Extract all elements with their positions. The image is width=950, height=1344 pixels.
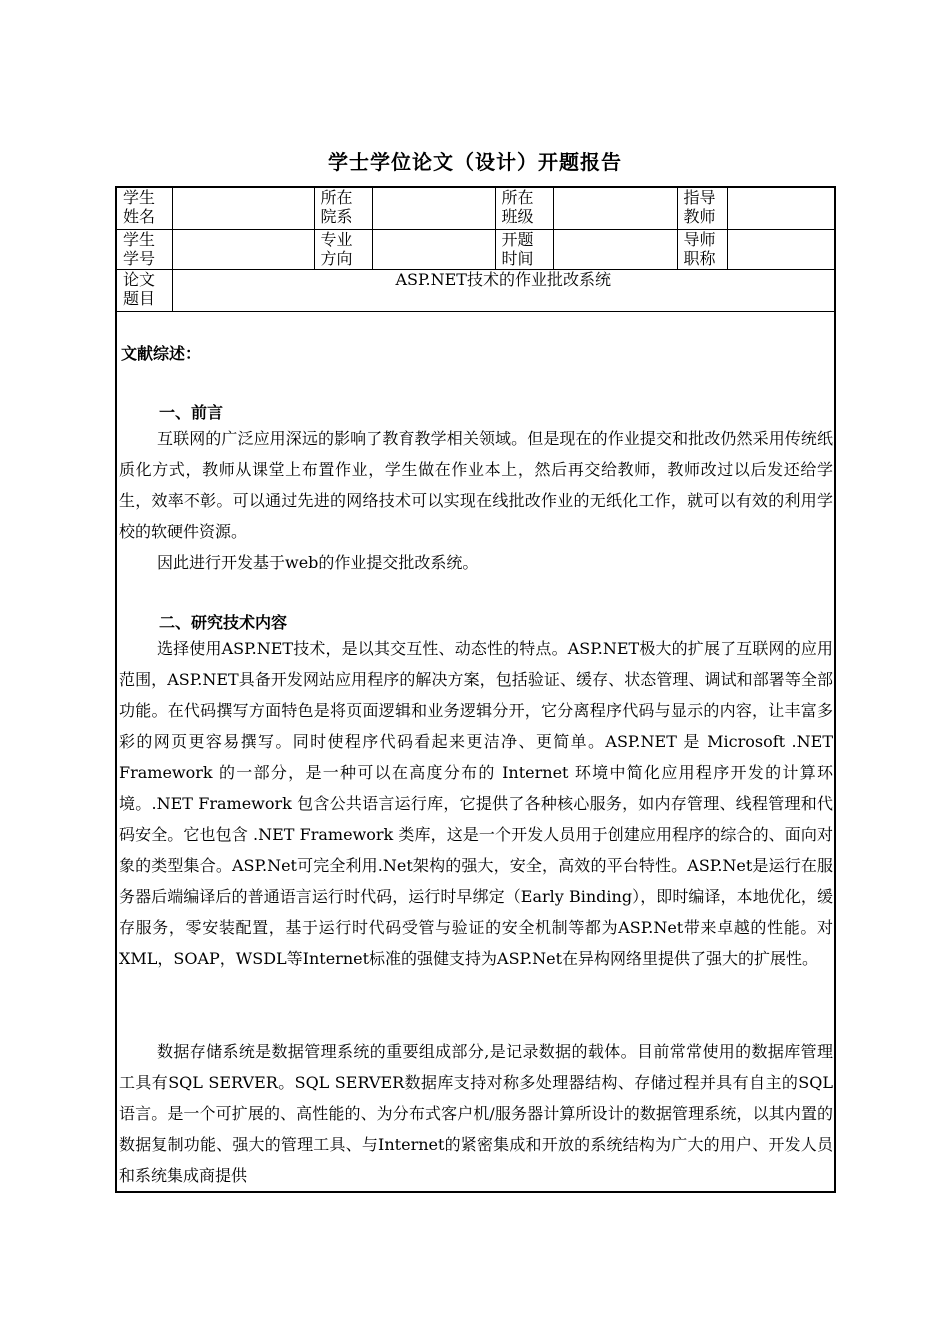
- value-class[interactable]: [553, 188, 677, 229]
- value-student-name[interactable]: [172, 188, 314, 229]
- label-major: 专业方向: [314, 229, 372, 269]
- review-heading: 文献综述：: [121, 344, 202, 363]
- label-department: 所在院系: [314, 188, 372, 229]
- section2-paragraph-2: 数据存储系统是数据管理系统的重要组成部分,是记录数据的载体。目前常常使用的数据库管理工具有SQL SERVER。SQL SERVER数据库支持对称多处理器结构、存储过程并具有自主的SQL语言。是一个可扩展的、高性能的、为分布式客户机/服务器计算所设计的数据管理系统，以其内置的数据复制功能、强大的管理工具、与Internet的紧密集成和开放的系统结构为广大的用户、开发人员和系统集成商提供: [119, 1042, 833, 1185]
- label-class: 所在班级: [495, 188, 553, 229]
- label-proposal-time: 开题时间: [495, 229, 553, 269]
- label-advisor: 指导教师: [677, 188, 727, 229]
- page-title: 学士学位论文（设计）开题报告: [328, 150, 622, 174]
- info-table: [117, 188, 834, 312]
- label-advisor-title: 导师职称: [677, 229, 727, 269]
- label-student-id: 学生学号: [117, 229, 172, 269]
- section2-paragraph-1: 选择使用ASP.NET技术，是以其交互性、动态性的特点。ASP.NET极大的扩展了互联网的应用范围，ASP.NET具备开发网站应用程序的解决方案，包括验证、缓存、状态管理、调试和部署等全部功能。在代码撰写方面特色是将页面逻辑和业务逻辑分开，它分离程序代码与显示的内容，让丰富多彩的网页更容易撰写。同时使程序代码看起来更洁净、更简单。ASP.NET 是 Microsoft .NET Framework 的一部分，是一种可以在高度分布的 Internet 环境中简化应用程序开发的计算环境。.NET Framework 包含公共语言运行库，它提供了各种核心服务，如内存管理、线程管理和代码安全。它也包含 .NET Framework 类库，这是一个开发人员用于创建应用程序的综合的、面向对象的类型集合。ASP.Net可完全利用.Net架构的强大，安全，高效的平台特性。ASP.Net是运行在服务器后端编译后的普通语言运行时代码，运行时早绑定（Early Binding），即时编译，本地优化，缓存服务，零安装配置，基于运行时代码受管与验证的安全机制等都为ASP.Net带来卓越的性能。对XML，SOAP，WSDL等Internet标准的强健支持为ASP.Net在异构网络里提供了强大的扩展性。: [119, 639, 833, 968]
- section1-heading: 一、前言: [159, 403, 224, 422]
- thesis-topic: ASP.NET技术的作业批改系统: [172, 269, 834, 311]
- section2-heading: 二、研究技术内容: [159, 613, 288, 632]
- value-department[interactable]: [372, 188, 495, 229]
- label-topic: 论文题目: [117, 269, 172, 311]
- label-student-name: 学生姓名: [117, 188, 172, 229]
- value-student-id[interactable]: [172, 229, 314, 269]
- report-frame: [115, 186, 836, 1193]
- section1-paragraph-2: 因此进行开发基于web的作业提交批改系统。: [157, 553, 479, 572]
- value-advisor[interactable]: [727, 188, 834, 229]
- value-advisor-title[interactable]: [727, 229, 834, 269]
- section1-paragraph-1: 互联网的广泛应用深远的影响了教育教学相关领域。但是现在的作业提交和批改仍然采用传统纸质化方式，教师从课堂上布置作业，学生做在作业本上，然后再交给教师，教师改过以后发还给学生，效率不彰。可以通过先进的网络技术可以实现在线批改作业的无纸化工作，就可以有效的利用学校的软硬件资源。: [119, 429, 833, 541]
- value-proposal-time[interactable]: [553, 229, 677, 269]
- value-major[interactable]: [372, 229, 495, 269]
